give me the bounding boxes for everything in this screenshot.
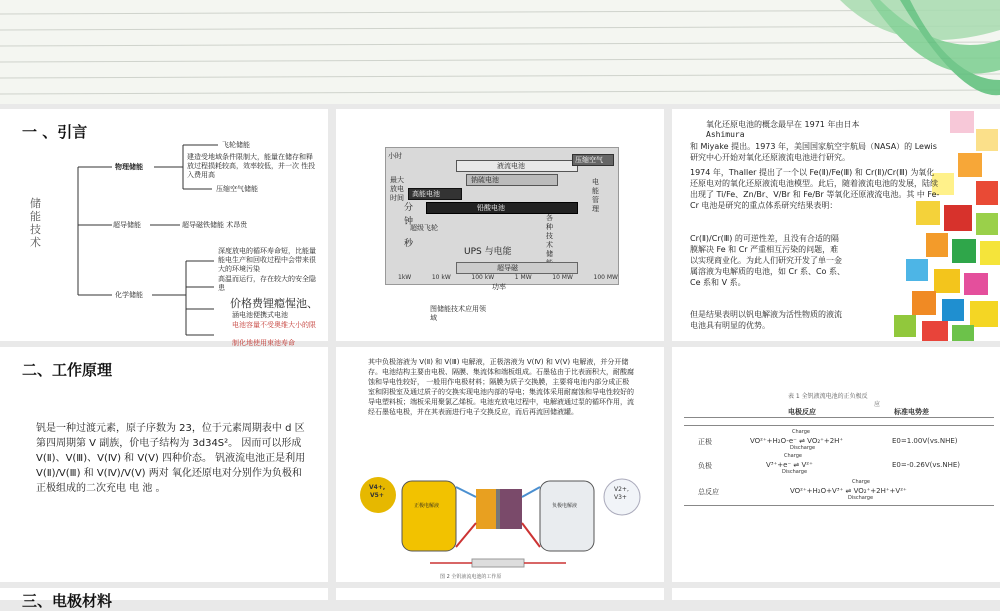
slide-principle: [0, 347, 328, 582]
charge-label: Charge: [792, 429, 810, 435]
bar-flow-label: 液流电池: [497, 162, 525, 170]
bar-high-label: 高能电池: [412, 190, 440, 198]
power-box: [472, 559, 524, 567]
pumped-desc: 建造受地域条件限制大，能量在储存和释放过程损耗较高，效率较低，并一次 性投入费用高: [187, 153, 316, 179]
chem-desc-1: 深度放电的循环寿命短，比能量能电生产和回收过程中会带来很大的环境污染: [218, 247, 316, 273]
right-ion-2: V3+: [614, 494, 627, 501]
compressed-air-label: 压缩空气储能: [216, 185, 258, 193]
discharge-label: Discharge: [782, 469, 808, 475]
positive-cell: [476, 489, 496, 529]
row-name: 总反应: [698, 488, 719, 496]
row-potential: E0=-0.26V(vs.NHE): [892, 461, 961, 469]
table-caption-2: 应: [874, 401, 881, 408]
super-desc: 超导磁铁储能 术昂贵: [182, 221, 248, 229]
y-side-label: 最大放电时间: [390, 176, 404, 202]
tank-left-label: 正极电解液: [414, 503, 440, 509]
row-reaction: VO²⁺+H₂O-e⁻ ⇌ VO₂⁺+2H⁺: [750, 437, 844, 445]
x-tick: 100 kW: [471, 274, 495, 281]
left-ion-1: V4+,: [369, 484, 386, 491]
col-potential: 标准电势差: [894, 408, 929, 416]
figure-caption: 图储能技术应用领: [430, 305, 486, 313]
slide-intro: [0, 109, 328, 347]
row-reaction: VO²⁺+H₂O+V³⁺ ⇌ VO₂⁺+2H⁺+V²⁺: [790, 487, 907, 495]
table-caption: 表 1 全钒液流电池的正负极反: [788, 393, 868, 400]
bar-compressed-air: [572, 154, 614, 166]
bar-superconducting: [456, 262, 578, 274]
slide-bottom-right: [672, 588, 1000, 600]
history-para-1a: 氧化还原电池的概念最早在 1971 年由日本: [706, 120, 860, 129]
energy-mgmt-label: 电能管理: [592, 178, 599, 213]
x-tick: 1 MW: [514, 274, 532, 281]
x-tick: 1kW: [398, 274, 412, 281]
flywheel-label: 飞轮储能: [222, 141, 250, 149]
x-tick: 100 MW: [593, 274, 618, 281]
slide-storage-chart: [336, 109, 664, 341]
x-tick: 10 kW: [431, 274, 451, 281]
x-axis-title: 功率: [492, 283, 506, 291]
left-ion-2: V5+: [370, 492, 384, 499]
slide-reactions: [672, 347, 1000, 582]
slide-title: 二、工作原理: [22, 361, 113, 379]
storage-application-figure: [385, 147, 619, 285]
branch-physical: 物理储能: [115, 163, 143, 171]
y-bot-label: 秒: [404, 239, 414, 249]
diagram-caption: 图 2 全钒液流电池的工作原: [440, 574, 502, 580]
bar-lead-label: 铅酸电池: [477, 204, 505, 212]
bar-nas-label: 钠硫电池: [471, 176, 499, 184]
row-name: 负极: [698, 462, 712, 470]
slide-bottom-middle: [336, 588, 664, 600]
bar-air-label: 压缩空气: [575, 156, 603, 164]
history-para-1b: Ashimura: [706, 130, 745, 139]
top-banner: [0, 0, 1000, 104]
charge-label: Charge: [784, 453, 802, 459]
slide-title: 一 、引言: [22, 123, 88, 141]
li-note: 涵电池便携式电池: [232, 311, 288, 319]
x-tick: 10 MW: [552, 274, 573, 281]
row-name: 正极: [698, 438, 712, 446]
row-potential: E0=1.00V(vs.NHE): [892, 437, 958, 445]
y-mid-1: 分: [404, 203, 414, 213]
various-label: 各种技术储: [546, 214, 553, 258]
history-para-1c: 和 Miyake 提出。1973 年，美国国家航空宇航局（NASA）的 Lewis 研究中心开始对氧化还原液流电池进行研究。: [690, 142, 937, 162]
x-ticks: [398, 274, 618, 281]
branch-super: 超导储能: [113, 221, 141, 229]
tank-right-label: 负极电解液: [552, 503, 578, 509]
bar-lead-acid: [426, 202, 578, 214]
figure-caption-2: 域: [430, 314, 437, 322]
bar-super-label: 超导磁: [497, 264, 518, 272]
slide-electrode: [0, 588, 328, 610]
vertical-label: 储能技术: [30, 197, 41, 249]
y-mid-2: 钟: [404, 217, 414, 227]
discharge-label: Discharge: [848, 495, 874, 501]
red-note-1: 电池容量不受奥维大小的限: [232, 321, 316, 329]
history-para-4: 但是结果表明以钒电解液为活性物质的液流电池具有明显的优势。: [690, 310, 842, 330]
red-note-2: 制化地使用束池寿命: [232, 339, 295, 347]
col-reaction: 电极反应: [788, 408, 816, 416]
slide-history: [672, 109, 1000, 341]
bar-flow-battery: [456, 160, 578, 172]
slide-structure: [336, 347, 664, 582]
y-top-label: 小时: [388, 152, 402, 160]
lead-acid-note: 价格费锂瘾惺池、: [230, 297, 318, 310]
ups-label: UPS 与电能: [464, 247, 512, 257]
flywheel-chart-label: 超级飞轮: [410, 224, 438, 232]
slide-title: 三、电极材料: [22, 592, 113, 610]
bar-nas: [466, 174, 558, 186]
right-ion-1: V2+,: [614, 486, 629, 493]
membrane: [496, 489, 500, 529]
vrb-diagram: [360, 467, 640, 571]
bar-high-energy: [408, 188, 462, 200]
history-para-2: 1974 年，Thaller 提出了一个以 Fe(Ⅱ)/Fe(Ⅲ) 和 Cr(Ⅱ)/Cr(Ⅲ) 为氧化还原电对的氧化还原液流电池模型。此后，随着液流电池的发展，陆续出现了 Ti/Fe、Zn/Br、V/Br 和 Fe/Br 等氧化还原液流电池。其 中 Fe-Cr 电池是研究的重点体系研究结果表明：: [690, 168, 940, 210]
branch-chem: 化学储能: [115, 291, 143, 299]
discharge-label: Discharge: [790, 445, 816, 451]
row-reaction: V³⁺+e⁻ ⇌ V²⁺: [766, 461, 813, 469]
chem-desc-2: 高温而运行，存在较大的安全隐患: [218, 275, 316, 292]
history-para-3: Cr(Ⅱ)/Cr(Ⅲ) 的可逆性差，且没有合适的隔膜解决 Fe 和 Cr 严重相互污染的问题，难以实现商业化。为此人们研究开发了单一金属溶液为电解质的电池，如 Cr 系、Co 系、Ce 系和 V 系。: [690, 234, 845, 287]
positive-tank: [402, 481, 456, 551]
structure-body: 其中负极溶液为 V(Ⅱ) 和 V(Ⅲ) 电解液，正极溶液为 V(Ⅳ) 和 V(V) 电解液，并分开储存。电池结构主要由电极、隔膜、集流体和端板组成。石墨毡由于比表面积大，耐酸腐蚀和导电性较好， 一般用作电极材料；隔膜为质子交换膜，主要将电池内部分成正极室和阴极室及通过质子的交换实现电池内部的导电；集流体采用耐腐蚀和导电性较好的导电塑料板；端板采用聚氯乙烯板。电池充放电过程中，电解液通过泵的循环作用，流经石墨毡电极，并在其表面进行电子交换反应，而后再流回储液罐。: [368, 358, 634, 416]
negative-cell: [500, 489, 522, 529]
banner-decor: [0, 0, 1000, 104]
negative-tank: [540, 481, 594, 551]
principle-body: 钒是一种过渡元素，原子序数为 23，位于元素周期表中 d 区第四周期第 V 副族，价电子结构为 3d34S²。 因而可以形成 V(Ⅱ)、V(Ⅲ)、V(Ⅳ) 和 V(V) 四种价态。 钒液流电池正是利用 V(Ⅱ)/V(Ⅲ) 和 V(Ⅳ)/V(V) 两对 氧化还原电对分别作为负极和正极组成的二次充电 电 池 。: [36, 423, 306, 494]
charge-label: Charge: [852, 479, 870, 485]
